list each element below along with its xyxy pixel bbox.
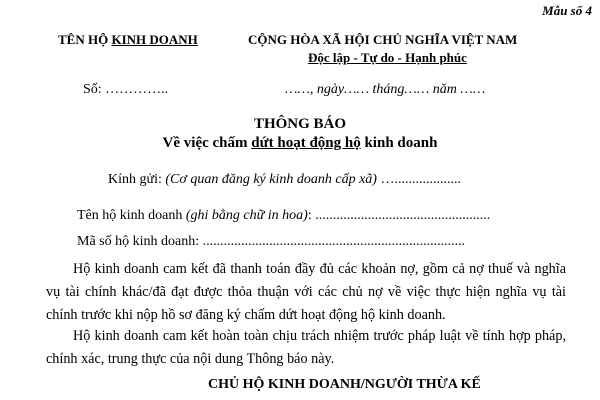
commitment-paragraph-1: Hộ kinh doanh cam kết đã thanh toán đầy đủ các khoản nợ, gồm cả nợ thuế và nghĩa vụ tài chính khác/đã đạt được thỏa thuận với các chủ nợ về việc thực hiện nghĩa vụ tài chính trước khi nộp hồ sơ đăng ký chấm dứt hoạt động hộ kinh doanh. — [46, 261, 566, 323]
recipient-dots: …................... — [376, 172, 461, 187]
recipient-line — [108, 172, 461, 188]
subtitle-text-end: kinh doanh — [360, 135, 438, 151]
document-subtitle — [0, 135, 600, 152]
document-number: Số: ………….. — [83, 82, 169, 97]
document-date: ……, ngày…… tháng…… năm …… — [285, 82, 486, 97]
business-name-dots: : .................................................. — [307, 208, 491, 223]
business-code-field — [77, 234, 465, 250]
business-name-field — [77, 208, 490, 224]
document-title: THÔNG BÁO — [253, 116, 347, 132]
business-name-heading-text: TÊN HỘ — [58, 32, 112, 47]
business-name-hint: (ghi bằng chữ in hoa) — [185, 208, 308, 223]
national-motto: Độc lập - Tự do - Hạnh phúc — [308, 50, 467, 65]
signature-title: CHỦ HỘ KINH DOANH/NGƯỜI THỪA KẾ — [208, 377, 481, 392]
business-name-heading-underlined: KINH DOANH — [111, 32, 198, 47]
subtitle-text-underlined: dứt hoạt động hộ — [251, 135, 361, 151]
commitment-paragraph-2: Hộ kinh doanh cam kết hoàn toàn chịu trách nhiệm trước pháp luật về tính hợp pháp, chính xác, trung thực của nội dung Thông báo này. — [46, 328, 566, 367]
business-name-label: Tên hộ kinh doanh — [77, 208, 186, 223]
subtitle-text-start: Về việc chấm — [162, 135, 252, 151]
national-title: CỘNG HÒA XÃ HỘI CHỦ NGHĨA VIỆT NAM — [248, 32, 518, 47]
recipient-label: Kính gửi: — [108, 172, 166, 187]
business-code-dots: ........................................................................... — [202, 234, 466, 249]
form-number: Mẫu số 4 — [542, 3, 592, 18]
business-code-label: Mã số hộ kinh doanh: — [77, 234, 203, 249]
business-name-heading — [58, 32, 198, 48]
recipient-placeholder: (Cơ quan đăng ký kinh doanh cấp xã) — [165, 172, 377, 187]
